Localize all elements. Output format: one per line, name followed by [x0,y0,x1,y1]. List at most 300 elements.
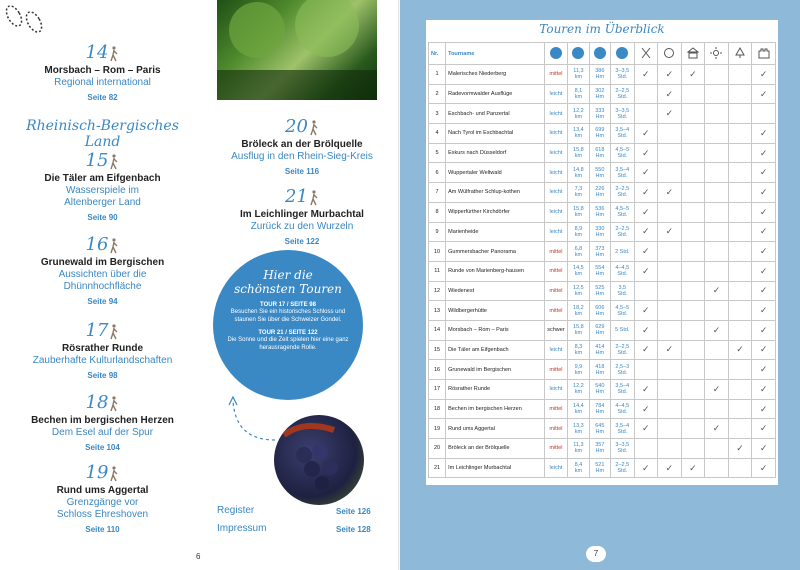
check-icon: ✓ [665,344,674,355]
row-duration: 4–4,5 Std. [611,261,635,281]
row-feature-cell [752,281,776,301]
row-feature-cell [658,320,682,340]
tour-title: Rund ums Aggertal [56,485,149,496]
row-nr: 4 [429,124,446,144]
register-page: Seite 126 [336,507,371,516]
row-elevation: 418 Hm [589,360,610,380]
check-icon: ✓ [642,226,650,237]
hiker-icon [109,154,119,170]
row-feature-cell [752,399,776,419]
sun-icon [705,43,729,65]
hiker-icon [309,190,319,206]
row-feature-cell [728,320,752,340]
hiker-icon [109,238,119,254]
row-duration: 4–4,5 Std. [611,399,635,419]
tree-icon [728,43,752,65]
row-distance: 14,4 km [568,399,589,419]
duration-icon [611,43,635,65]
row-distance: 8,4 km [568,458,589,478]
row-distance: 8,9 km [568,222,589,242]
row-feature-cell [681,458,705,478]
row-feature-cell [681,222,705,242]
row-feature-cell [681,202,705,222]
row-feature-cell [728,340,752,360]
row-feature-cell [752,242,776,262]
row-elevation: 226 Hm [589,183,610,203]
table-row [429,458,776,478]
table-row [429,320,776,340]
check-icon: ✓ [759,305,768,316]
row-nr: 14 [429,320,446,340]
row-feature-cell [728,222,752,242]
row-tourname: Gummersbacher Panorama [446,242,545,262]
row-feature-cell [658,84,682,104]
row-feature-cell [634,419,658,439]
row-feature-cell [658,202,682,222]
row-distance: 7,3 km [568,183,589,203]
row-duration: 3–3,5 Std. [611,104,635,124]
row-feature-cell [634,202,658,222]
row-elevation: 699 Hm [589,124,610,144]
row-feature-cell [705,340,729,360]
row-tourname: Bröleck an der Brölquelle [446,439,545,459]
check-icon: ✓ [759,167,768,178]
row-feature-cell [752,419,776,439]
impressum-link[interactable]: Impressum [217,523,267,534]
row-feature-cell [634,380,658,400]
tour-subtitle: Dhünnhochfläche [63,281,142,292]
row-feature-cell [728,399,752,419]
tour-entry[interactable] [10,394,195,452]
tour-title: Bröleck an der Brölquelle [241,139,363,150]
row-feature-cell [705,202,729,222]
row-nr: 17 [429,380,446,400]
row-elevation: 373 Hm [589,242,610,262]
row-feature-cell [681,261,705,281]
row-feature-cell [705,439,729,459]
check-icon: ✓ [642,127,650,138]
row-feature-cell [658,399,682,419]
check-icon: ✓ [642,305,650,316]
row-distance: 8,1 km [568,84,589,104]
check-icon: ✓ [665,68,674,79]
row-feature-cell [634,222,658,242]
row-feature-cell [658,380,682,400]
row-feature-cell [705,399,729,419]
row-feature-cell [728,202,752,222]
row-feature-cell [705,419,729,439]
tour-entry[interactable] [10,464,195,534]
row-feature-cell [658,301,682,321]
row-duration: 4,5–5 Std. [611,143,635,163]
row-feature-cell [728,360,752,380]
row-nr: 19 [429,419,446,439]
check-icon: ✓ [642,186,650,197]
tour-subtitle: Grenzgänge vor [66,497,139,508]
tour-entry[interactable] [222,188,382,246]
row-elevation: 645 Hm [589,419,610,439]
row-feature-cell [705,104,729,124]
museum-icon [681,43,705,65]
tour-subtitle: Ausflug in den Rhein-Sieg-Kreis [231,151,373,162]
table-row [429,202,776,222]
row-nr: 11 [429,261,446,281]
check-icon: ✓ [759,383,768,394]
row-feature-cell [752,84,776,104]
footprints-icon [2,2,50,38]
row-feature-cell [681,65,705,85]
section-heading: Rheinisch-Bergisches Land [26,118,179,150]
row-feature-cell [728,242,752,262]
row-elevation: 357 Hm [589,439,610,459]
row-feature-cell [728,380,752,400]
row-duration: 2–2,5 Std. [611,458,635,478]
row-tourname: Die Täler am Eifgenbach [446,340,545,360]
row-difficulty: mittel [544,281,568,301]
row-elevation: 629 Hm [589,320,610,340]
bubble-tip1-text: Besuchen Sie ein historisches Schloss und staunen Sie über die Schweizer Gondel. [230,309,346,323]
row-distance: 18,2 km [568,301,589,321]
row-feature-cell [752,261,776,281]
row-tourname: Wuppertaler Weltwald [446,163,545,183]
forest-photo [217,0,377,100]
row-feature-cell [705,124,729,144]
check-icon: ✓ [759,147,768,158]
row-feature-cell [752,163,776,183]
hiker-icon [109,324,119,340]
row-feature-cell [634,65,658,85]
row-elevation: 618 Hm [589,143,610,163]
row-feature-cell [728,163,752,183]
table-row [429,183,776,203]
row-difficulty: leicht [544,380,568,400]
row-elevation: 540 Hm [589,380,610,400]
table-row [429,439,776,459]
row-difficulty: leicht [544,183,568,203]
row-difficulty: mittel [544,360,568,380]
check-icon: ✓ [642,462,650,473]
row-feature-cell [705,143,729,163]
row-elevation: 525 Hm [589,281,610,301]
tours-table [428,42,776,478]
row-elevation: 302 Hm [589,84,610,104]
check-icon: ✓ [642,403,650,414]
row-feature-cell [728,261,752,281]
row-feature-cell [658,104,682,124]
row-tourname: Morsbach – Rom – Paris [446,320,545,340]
table-row [429,340,776,360]
row-feature-cell [658,458,682,478]
tour-entry[interactable] [10,152,195,222]
row-distance: 9,9 km [568,360,589,380]
row-feature-cell [658,163,682,183]
check-icon: ✓ [665,88,674,99]
row-distance: 12,5 km [568,281,589,301]
row-feature-cell [658,143,682,163]
check-icon: ✓ [759,324,768,335]
check-icon: ✓ [759,246,768,257]
row-tourname: Am Wülfrather Schlup-kothen [446,183,545,203]
row-feature-cell [658,439,682,459]
bubble-heading-1: Hier die [263,268,313,282]
check-icon: ✓ [712,324,721,335]
table-row [429,124,776,144]
table-row [429,242,776,262]
row-nr: 9 [429,222,446,242]
row-duration: 3,5 Std. [611,281,635,301]
row-feature-cell [634,281,658,301]
tour-entry[interactable] [10,44,195,102]
tour-title: Im Leichlinger Murbachtal [240,209,364,220]
row-nr: 15 [429,340,446,360]
tour-page: Seite 82 [87,93,118,102]
row-feature-cell [658,124,682,144]
table-row [429,360,776,380]
tour-number: 21 [222,188,382,206]
row-duration: 3–3,5 Std. [611,439,635,459]
row-duration: 2–2,5 Std. [611,84,635,104]
row-difficulty: leicht [544,202,568,222]
check-icon: ✓ [712,423,721,434]
tour-subtitle: Aussichten über die [58,269,147,280]
row-tourname: Nach Tyrol im Eschbachtal [446,124,545,144]
row-nr: 5 [429,143,446,163]
row-difficulty: leicht [544,143,568,163]
tour-page: Seite 98 [87,371,118,380]
highlight-bubble [213,250,363,400]
row-feature-cell [705,84,729,104]
table-row [429,281,776,301]
row-feature-cell [681,242,705,262]
row-feature-cell [728,281,752,301]
row-feature-cell [681,183,705,203]
row-feature-cell [681,380,705,400]
tour-entry[interactable] [222,118,382,176]
tour-number: 20 [222,118,382,136]
row-feature-cell [728,104,752,124]
tour-page: Seite 116 [284,167,320,176]
row-feature-cell [681,124,705,144]
table-row [429,380,776,400]
row-feature-cell [752,143,776,163]
row-elevation: 330 Hm [589,222,610,242]
row-distance: 12,2 km [568,380,589,400]
check-icon: ✓ [759,344,768,355]
row-nr: 2 [429,84,446,104]
row-feature-cell [705,163,729,183]
row-feature-cell [705,222,729,242]
row-feature-cell [705,242,729,262]
tour-subtitle: Dem Esel auf der Spur [51,427,154,438]
row-elevation: 550 Hm [589,163,610,183]
row-feature-cell [705,380,729,400]
tour-entry[interactable] [10,322,195,380]
distance-icon [568,43,589,65]
row-difficulty: mittel [544,301,568,321]
row-feature-cell [634,163,658,183]
row-feature-cell [752,340,776,360]
row-difficulty: mittel [544,65,568,85]
bubble-heading-2: schönsten Touren [234,282,342,296]
table-row [429,222,776,242]
row-elevation: 606 Hm [589,301,610,321]
check-icon: ✓ [759,68,768,79]
page-number-right: 7 [586,546,606,562]
check-icon: ✓ [759,206,768,217]
row-duration: 3,5–4 Std. [611,380,635,400]
row-feature-cell [705,301,729,321]
check-icon: ✓ [665,108,674,119]
row-feature-cell [705,360,729,380]
row-feature-cell [752,104,776,124]
row-distance: 13,4 km [568,124,589,144]
row-tourname: Exkurs nach Düsseldorf [446,143,545,163]
check-icon: ✓ [642,147,650,158]
row-distance: 15,8 km [568,143,589,163]
tour-title: Rösrather Runde [61,343,144,354]
tour-number: 16 [10,236,195,254]
check-icon: ✓ [665,462,674,473]
check-icon: ✓ [642,324,650,335]
row-nr: 6 [429,163,446,183]
tour-subtitle: Zauberhafte Kulturlandschaften [32,355,173,366]
row-difficulty: schwer [544,320,568,340]
row-nr: 18 [429,399,446,419]
check-icon: ✓ [642,344,650,355]
table-row [429,261,776,281]
row-feature-cell [681,104,705,124]
row-nr: 7 [429,183,446,203]
row-elevation: 554 Hm [589,261,610,281]
check-icon: ✓ [665,226,674,237]
row-feature-cell [681,419,705,439]
row-difficulty: leicht [544,458,568,478]
row-feature-cell [658,340,682,360]
row-elevation: 386 Hm [589,65,610,85]
check-icon: ✓ [759,226,768,237]
tour-title: Die Täler am Eifgenbach [44,173,161,184]
row-feature-cell [681,143,705,163]
dashed-arrow-icon [225,395,285,445]
row-feature-cell [634,439,658,459]
table-row [429,65,776,85]
register-link[interactable]: Register [217,505,255,516]
row-tourname: Marienheide [446,222,545,242]
check-icon: ✓ [642,423,650,434]
row-nr: 10 [429,242,446,262]
check-icon: ✓ [759,403,768,414]
hiker-icon [109,466,119,482]
castle-icon [752,43,776,65]
tour-number: 18 [10,394,195,412]
row-nr: 20 [429,439,446,459]
table-row [429,104,776,124]
tour-page: Seite 90 [87,213,118,222]
row-nr: 13 [429,301,446,321]
row-tourname: Grunewald im Bergischen [446,360,545,380]
tour-page: Seite 94 [87,297,118,306]
row-feature-cell [658,261,682,281]
table-row [429,301,776,321]
tour-subtitle: Zurück zu den Wurzeln [250,221,354,232]
row-feature-cell [705,65,729,85]
row-duration: 2–2,5 Std. [611,222,635,242]
row-distance: 14,5 km [568,261,589,281]
row-feature-cell [634,124,658,144]
tour-entry[interactable] [10,236,195,306]
row-feature-cell [658,183,682,203]
check-icon: ✓ [759,285,768,296]
row-feature-cell [752,183,776,203]
check-icon: ✓ [712,285,721,296]
family-icon [658,43,682,65]
row-distance: 11,3 km [568,439,589,459]
row-tourname: Im Leichlinger Murbachtal [446,458,545,478]
row-nr: 3 [429,104,446,124]
row-feature-cell [728,183,752,203]
check-icon: ✓ [689,462,697,473]
row-feature-cell [634,242,658,262]
check-icon: ✓ [642,167,650,178]
row-feature-cell [634,301,658,321]
tour-subtitle: Altenberger Land [64,197,141,208]
row-feature-cell [728,84,752,104]
row-feature-cell [705,183,729,203]
row-duration: 2–2,5 Std. [611,183,635,203]
row-duration: 4,5–5 Std. [611,301,635,321]
table-row [429,163,776,183]
check-icon: ✓ [759,364,768,375]
bubble-tip2-title: TOUR 21 / SEITE 122 [258,330,318,336]
row-elevation: 414 Hm [589,340,610,360]
check-icon: ✓ [759,442,768,453]
row-feature-cell [705,320,729,340]
row-feature-cell [752,439,776,459]
tour-subtitle: Wasserspiele im [66,185,139,196]
check-icon: ✓ [642,383,650,394]
row-feature-cell [634,340,658,360]
check-icon: ✓ [759,186,768,197]
row-feature-cell [728,65,752,85]
row-feature-cell [728,124,752,144]
row-feature-cell [752,301,776,321]
row-duration: 3–3,5 Std. [611,65,635,85]
row-feature-cell [705,458,729,478]
row-elevation: 536 Hm [589,202,610,222]
row-feature-cell [681,163,705,183]
tour-page: Seite 122 [284,237,320,246]
row-elevation: 521 Hm [589,458,610,478]
row-distance: 11,3 km [568,65,589,85]
row-difficulty: leicht [544,124,568,144]
row-tourname: Radevormwalder Ausflüge [446,84,545,104]
check-icon: ✓ [642,206,650,217]
row-difficulty: mittel [544,261,568,281]
row-duration: 2–2,5 Std. [611,340,635,360]
tour-number: 14 [10,44,195,62]
row-feature-cell [681,360,705,380]
check-icon: ✓ [642,68,650,79]
row-feature-cell [681,439,705,459]
row-feature-cell [681,399,705,419]
row-difficulty: mittel [544,419,568,439]
row-feature-cell [634,399,658,419]
row-nr: 8 [429,202,446,222]
grapes-photo [274,415,364,505]
row-feature-cell [752,65,776,85]
row-feature-cell [658,65,682,85]
row-feature-cell [634,261,658,281]
